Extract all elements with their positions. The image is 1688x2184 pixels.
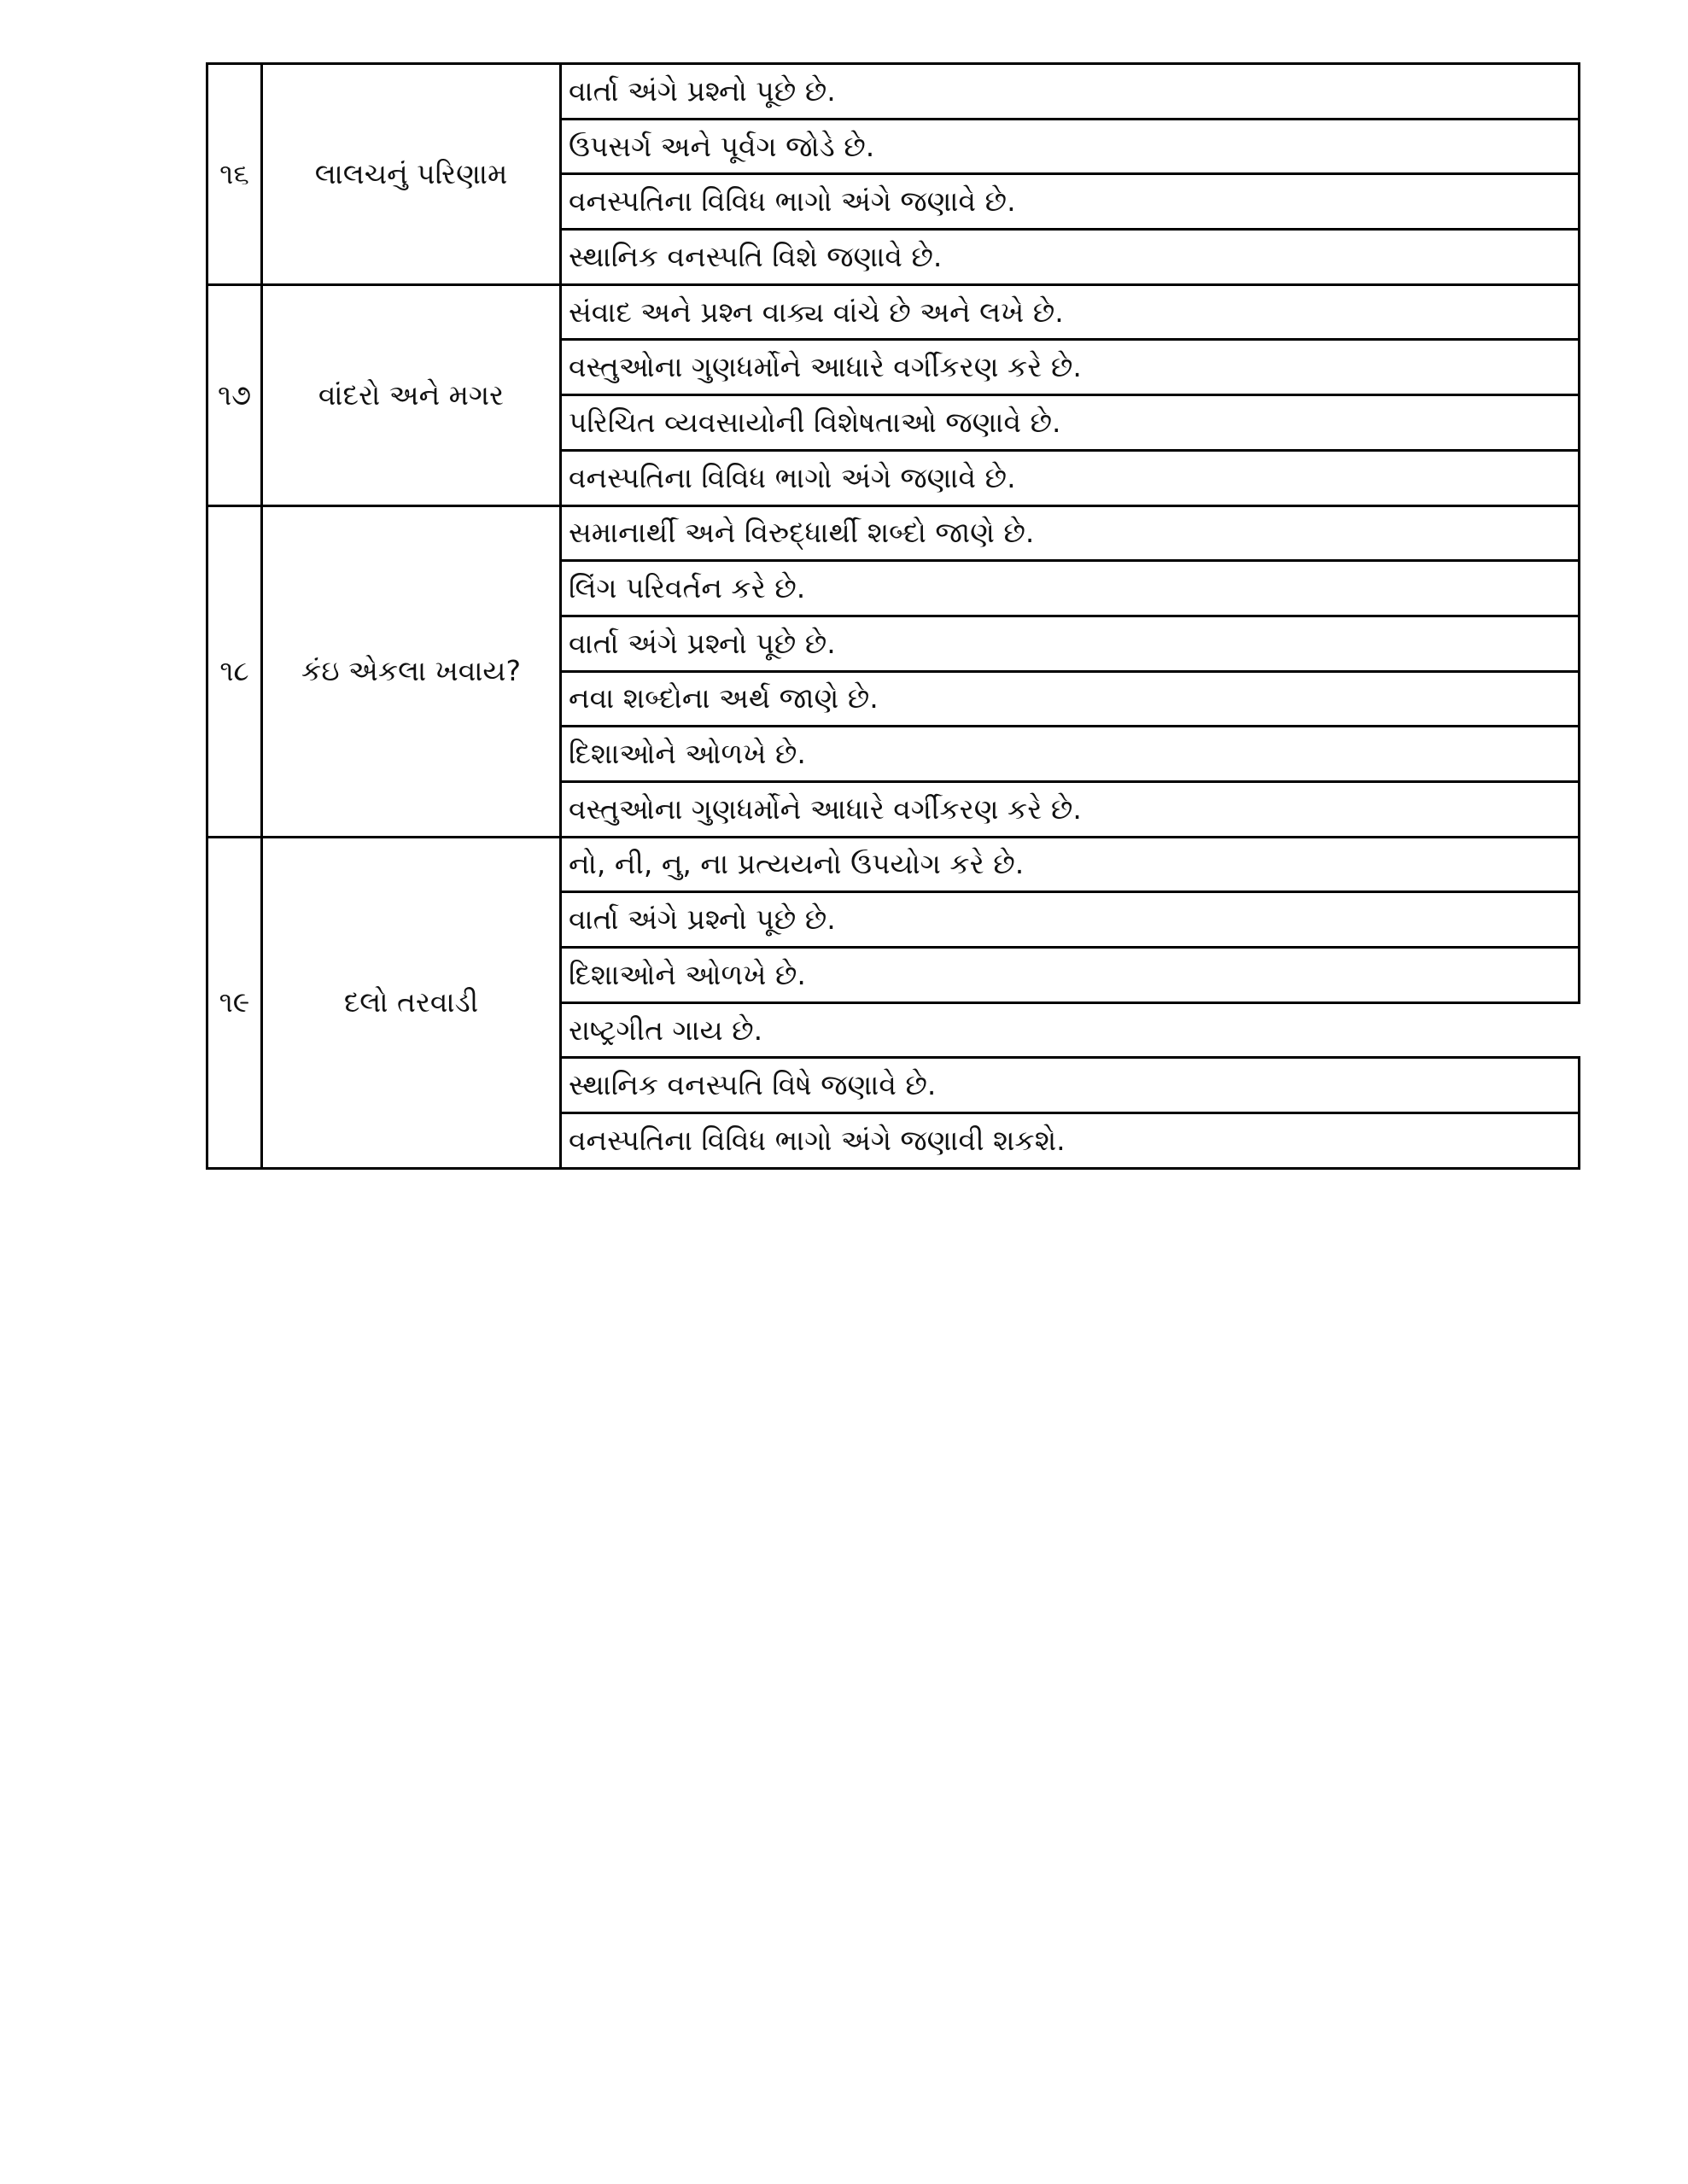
learning-outcome: પરિચિત વ્યવસાયોની વિશેષતાઓ જણાવે છે. xyxy=(561,395,1580,451)
lesson-number: ૧૮ xyxy=(207,505,262,837)
learning-outcome: સંવાદ અને પ્રશ્ન વાક્ય વાંચે છે અને લખે છે. xyxy=(561,284,1580,340)
learning-outcome: સમાનાર્થી અને વિરુદ્ધાર્થી શબ્દો જાણે છે. xyxy=(561,505,1580,561)
table-row xyxy=(207,837,1580,892)
learning-outcome: દિશાઓને ઓળખે છે. xyxy=(561,948,1580,1003)
table-row xyxy=(207,505,1580,561)
learning-outcome: વનસ્પતિના વિવિધ ભાગો અંગે જણાવી શકશે. xyxy=(561,1113,1580,1169)
lesson-number: ૧૯ xyxy=(207,837,262,1168)
learning-outcome: વનસ્પતિના વિવિધ ભાગો અંગે જણાવે છે. xyxy=(561,450,1580,505)
learning-outcome: ઉપસર્ગ અને પૂર્વગ જોડે છે. xyxy=(561,119,1580,174)
lesson-number: ૧૬ xyxy=(207,64,262,285)
learning-outcome: નો, ની, નુ, ના પ્રત્યયનો ઉપયોગ કરે છે. xyxy=(561,837,1580,892)
lesson-title: દલો તરવાડી xyxy=(262,837,561,1168)
learning-outcome: દિશાઓને ઓળખે છે. xyxy=(561,727,1580,782)
learning-outcome: વાર્તા અંગે પ્રશ્નો પૂછે છે. xyxy=(561,892,1580,948)
learning-outcome: રાષ્ટ્રગીત ગાય છે. xyxy=(561,1002,1580,1058)
lesson-title: વાંદરો અને મગર xyxy=(262,284,561,505)
learning-outcome: વનસ્પતિના વિવિધ ભાગો અંગે જણાવે છે. xyxy=(561,174,1580,230)
learning-outcome: વસ્તુઓના ગુણધર્મોને આધારે વર્ગીકરણ કરે છે. xyxy=(561,340,1580,395)
lesson-title: લાલચનું પરિણામ xyxy=(262,64,561,285)
learning-outcome: સ્થાનિક વનસ્પતિ વિષે જણાવે છે. xyxy=(561,1058,1580,1113)
table-row xyxy=(207,284,1580,340)
learning-outcome: સ્થાનિક વનસ્પતિ વિશે જણાવે છે. xyxy=(561,230,1580,285)
learning-outcome: વાર્તા અંગે પ્રશ્નો પૂછે છે. xyxy=(561,616,1580,671)
learning-outcome: નવા શબ્દોના અર્થ જાણે છે. xyxy=(561,671,1580,727)
learning-outcome: વાર્તા અંગે પ્રશ્નો પૂછે છે. xyxy=(561,64,1580,120)
learning-outcomes-table xyxy=(206,62,1580,1170)
learning-outcome: લિંગ પરિવર્તન કરે છે. xyxy=(561,561,1580,616)
table-row xyxy=(207,64,1580,120)
lesson-title: કંઇ એકલા ખવાય? xyxy=(262,505,561,837)
lesson-number: ૧૭ xyxy=(207,284,262,505)
learning-outcome: વસ્તુઓના ગુણધર્મોને આધારે વર્ગીકરણ કરે છે. xyxy=(561,781,1580,837)
